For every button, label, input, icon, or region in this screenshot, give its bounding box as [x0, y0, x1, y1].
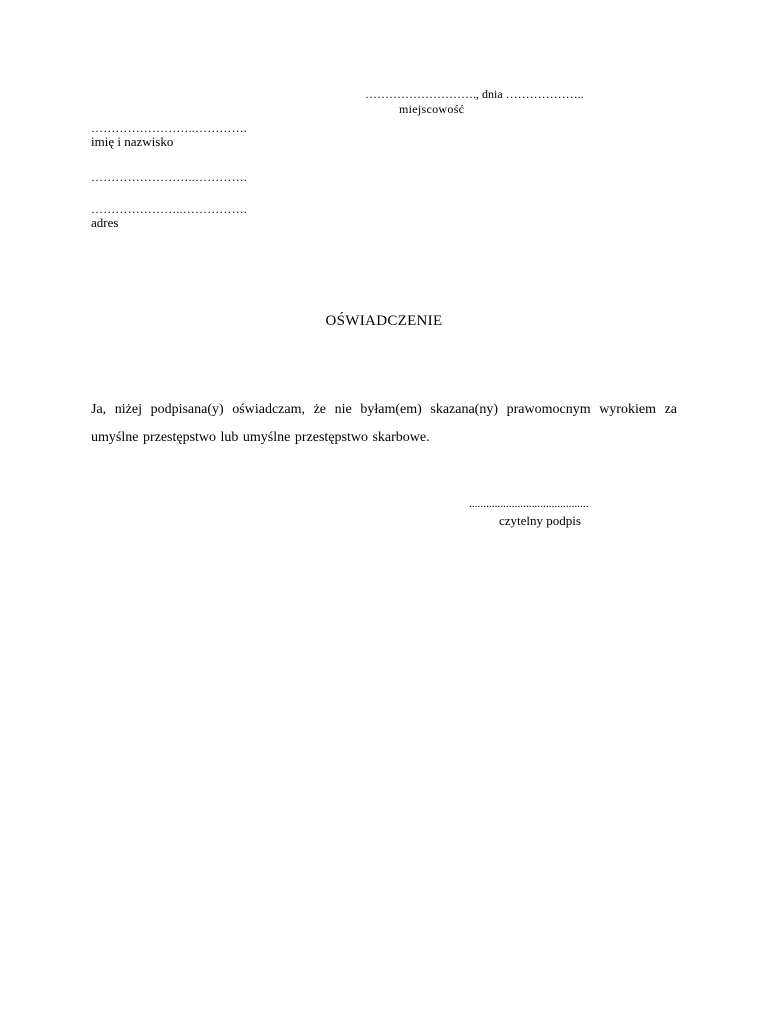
- place-date-line: ………………………., dnia ………………..: [365, 87, 584, 101]
- signature-dotted-line: ..........................................: [469, 498, 589, 510]
- signature-label: czytelny podpis: [499, 513, 581, 528]
- place-label: miejscowość: [399, 102, 465, 116]
- document-title: OŚWIADCZENIE: [325, 313, 443, 329]
- address-label: adres: [91, 215, 119, 230]
- name-label: imię i nazwisko: [91, 134, 174, 149]
- name-dotted-line: ……………………..………….: [91, 121, 247, 135]
- declaration-text: Ja, niżej podpisana(y) oświadczam, że nie byłam(em) skazana(ny) prawomocnym wyrokiem za umyślne przestępstwo lub umyślne przestępstwo skarbowe.: [91, 402, 677, 445]
- address-dotted-line-1: ……………………..………….: [91, 170, 247, 184]
- address-dotted-line-2: …………………..…………….: [91, 202, 247, 216]
